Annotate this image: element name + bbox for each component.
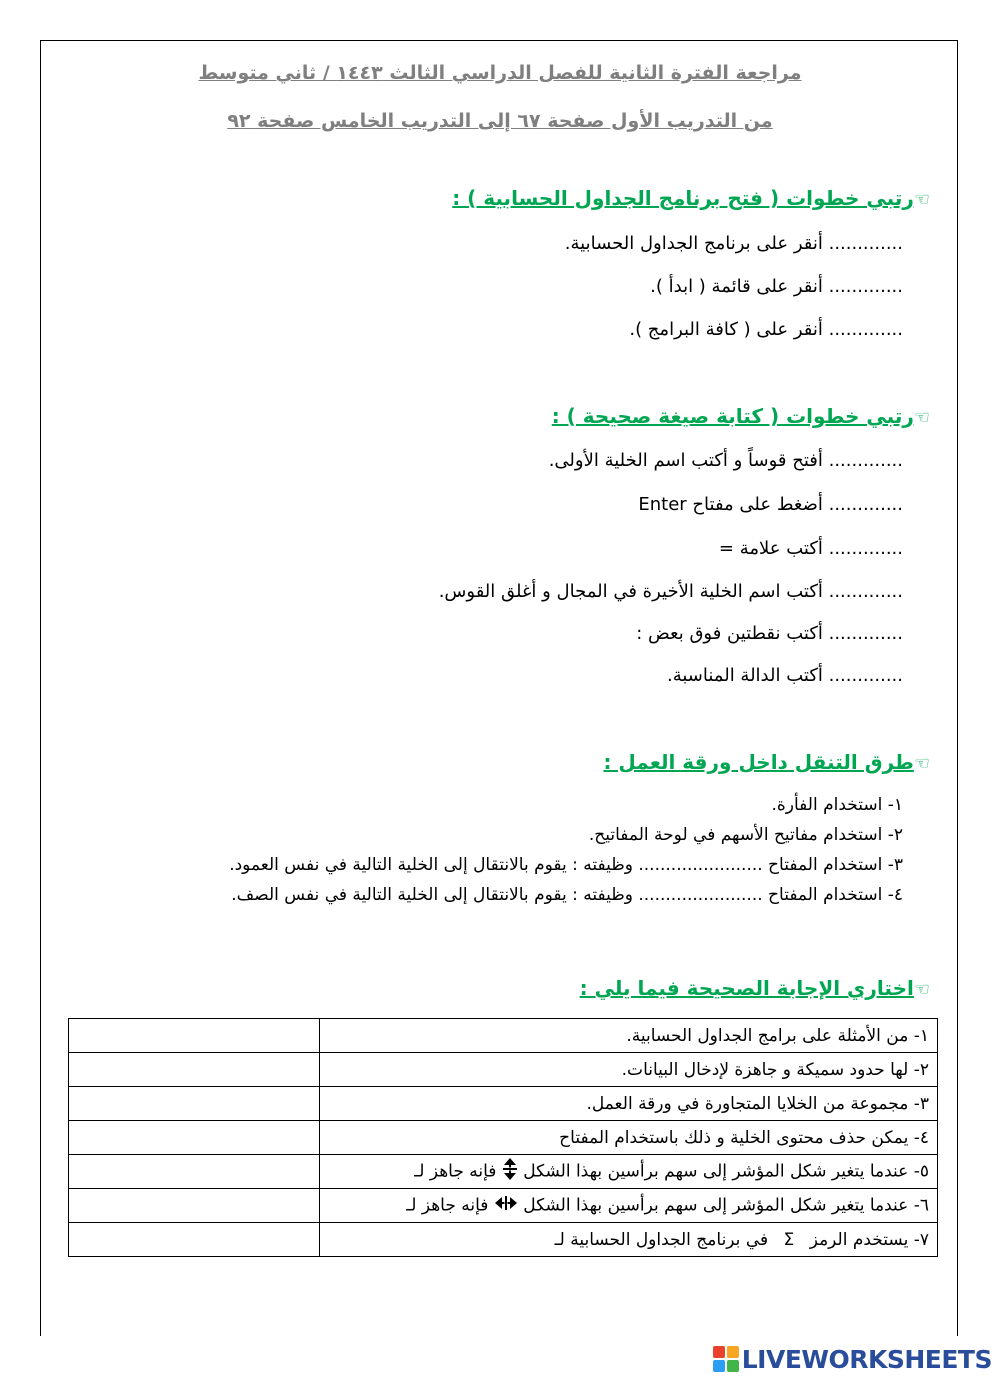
question-cell: ٣- مجموعة من الخلايا المتجاورة في ورقة العمل. xyxy=(320,1087,938,1121)
answer-cell[interactable] xyxy=(69,1121,320,1155)
pointing-hand-icon: ☜ xyxy=(913,189,930,210)
table-row xyxy=(69,1053,938,1087)
answer-cell[interactable] xyxy=(69,1053,320,1087)
question-cell: ١- من الأمثلة على برامج الجداول الحسابية. xyxy=(320,1019,938,1053)
pointing-hand-icon: ☜ xyxy=(913,753,930,774)
table-row xyxy=(69,1223,938,1257)
question-cell: ٤- يمكن حذف محتوى الخلية و ذلك باستخدام المفتاح xyxy=(320,1121,938,1155)
table-row xyxy=(69,1189,938,1223)
column-resize-cursor-icon xyxy=(494,1195,518,1216)
question-cell: ٧- يستخدم الرمز Σ في برنامج الجداول الحسابية لـ xyxy=(320,1223,938,1257)
answer-cell[interactable] xyxy=(69,1189,320,1223)
section3-heading: ☜طرق التنقل داخل ورقة العمل : xyxy=(603,750,930,774)
section1-step-3: ............. أنقر على ( كافة البرامج ). xyxy=(629,319,903,340)
section1-step-2: ............. أنقر على قائمة ( ابدأ ). xyxy=(650,276,903,297)
pointing-hand-icon: ☜ xyxy=(913,979,930,1000)
section2-step-2: ............. أضغط على مفتاح Enter xyxy=(638,494,903,515)
section2-step-3: ............. أكتب علامة = xyxy=(718,538,903,559)
title-line-2: من التدريب الأول صفحة ٦٧ إلى التدريب الخامس صفحة ٩٢ xyxy=(227,110,773,132)
table-row xyxy=(69,1155,938,1189)
question-cell: ٦- عندما يتغير شكل المؤشر إلى سهم برأسين بهذا الشكل فإنه جاهز لـ xyxy=(320,1189,938,1223)
liveworksheets-logo xyxy=(713,1343,992,1375)
nav-method-2: ٢- استخدام مفاتيح الأسهم في لوحة المفاتيح. xyxy=(588,825,903,845)
table-row xyxy=(69,1087,938,1121)
table-row xyxy=(69,1019,938,1053)
section2-step-5: ............. أكتب نقطتين فوق بعض : xyxy=(636,623,903,644)
answers-table xyxy=(68,1018,938,1257)
nav-method-3: ٣- استخدام المفتاح ....................... وظيفته : يقوم بالانتقال إلى الخلية التالية في نفس العمود. xyxy=(229,855,903,875)
answer-cell[interactable] xyxy=(69,1019,320,1053)
table-row xyxy=(69,1121,938,1155)
logo-text: LIVEWORKSHEETS xyxy=(741,1344,992,1374)
row-resize-cursor-icon xyxy=(502,1157,518,1186)
question-cell: ٢- لها حدود سميكة و جاهزة لإدخال البيانات. xyxy=(320,1053,938,1087)
sigma-symbol: Σ xyxy=(783,1229,795,1250)
question-cell: ٥- عندما يتغير شكل المؤشر إلى سهم برأسين بهذا الشكل فإنه جاهز لـ xyxy=(320,1155,938,1189)
section2-heading: ☜رتبي خطوات ( كتابة صيغة صحيحة ) : xyxy=(551,404,930,428)
title-line-1: مراجعة الفترة الثانية للفصل الدراسي الثالث ١٤٤٣ / ثاني متوسط xyxy=(198,62,802,84)
logo-blocks-icon xyxy=(713,1346,739,1372)
section4-heading: ☜اختاري الإجابة الصحيحة فيما يلي : xyxy=(579,976,930,1000)
section1-heading: ☜رتبي خطوات ( فتح برنامج الجداول الحسابية ) : xyxy=(452,186,930,210)
nav-method-4: ٤- استخدام المفتاح ....................... وظيفته : يقوم بالانتقال إلى الخلية التالية في نفس الصف. xyxy=(231,885,903,905)
section1-step-1: ............. أنقر على برنامج الجداول الحسابية. xyxy=(564,233,903,254)
section2-step-1: ............. أفتح قوساً و أكتب اسم الخلية الأولى. xyxy=(548,450,903,471)
section2-step-4: ............. أكتب اسم الخلية الأخيرة في المجال و أغلق القوس. xyxy=(438,581,903,602)
pointing-hand-icon: ☜ xyxy=(913,407,930,428)
answer-cell[interactable] xyxy=(69,1223,320,1257)
answer-cell[interactable] xyxy=(69,1087,320,1121)
answer-cell[interactable] xyxy=(69,1155,320,1189)
section2-step-6: ............. أكتب الدالة المناسبة. xyxy=(667,665,903,686)
nav-method-1: ١- استخدام الفأرة. xyxy=(771,795,903,815)
